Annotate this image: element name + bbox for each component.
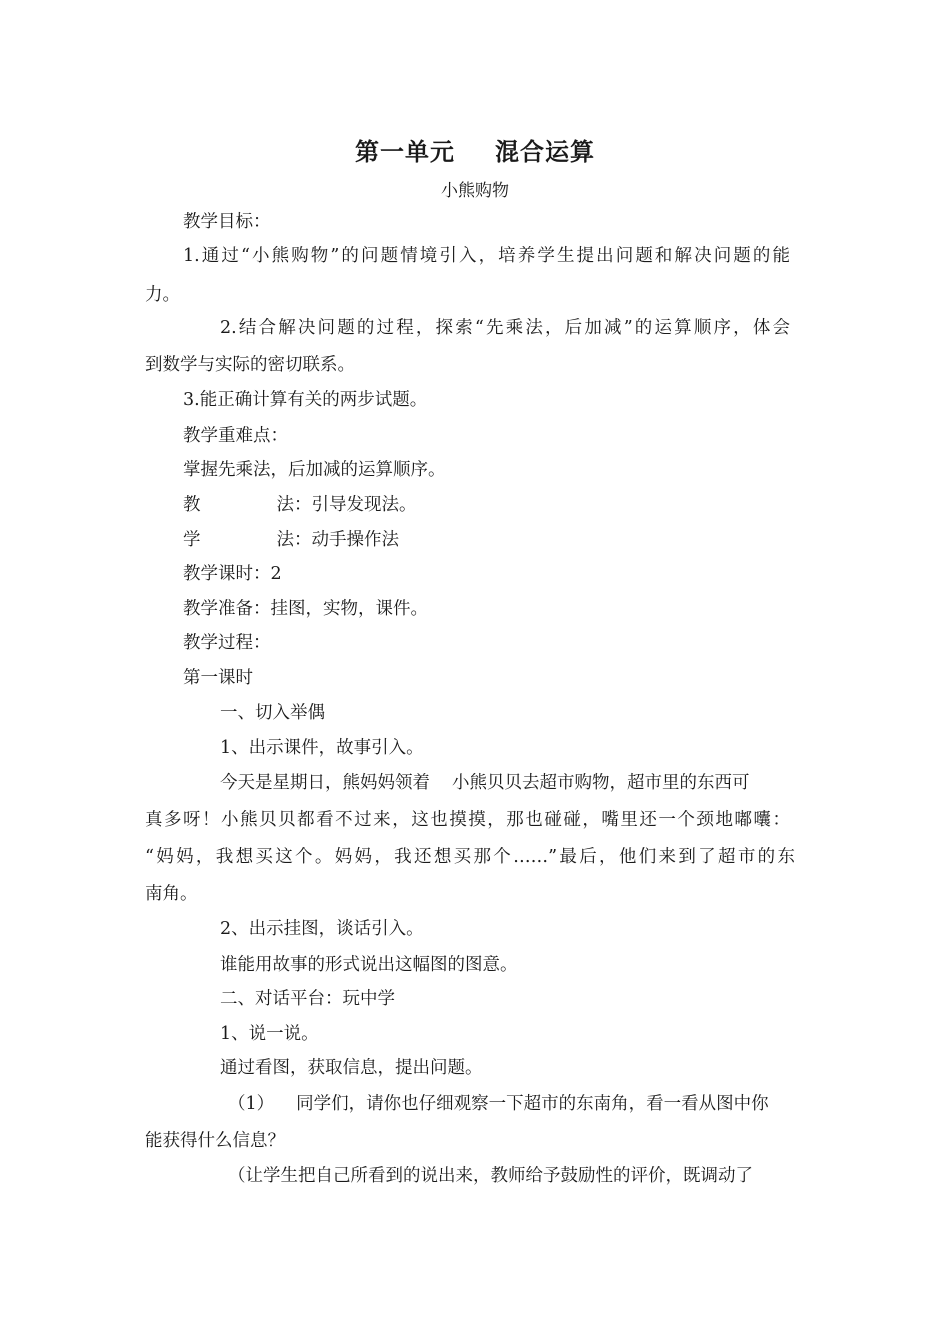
- teaching-method-label: 教: [183, 495, 201, 515]
- step-say-text: 通过看图，获取信息，提出问题。: [220, 1058, 483, 1078]
- story-line-1a: 今天是星期日，熊妈妈领着: [220, 773, 430, 793]
- class-hours: 教学课时：2: [183, 564, 282, 584]
- objective-2-line-1: 2.结合解决问题的过程，探索“先乘法，后加减”的运算顺序，体会: [220, 318, 790, 338]
- question-1-number: （1）: [228, 1094, 275, 1114]
- learning-method-label: 学: [183, 530, 201, 550]
- key-points-heading: 教学重难点：: [183, 426, 288, 446]
- question-1-line-2: 能获得什么信息？: [145, 1131, 285, 1151]
- objective-1-line-2: 力。: [145, 285, 180, 305]
- unit-title: [0, 132, 950, 167]
- teaching-method-value: 法：引导发现法。: [276, 495, 417, 515]
- story-line-4: 南角。: [145, 884, 198, 904]
- unit-number: 第一单元: [355, 137, 455, 166]
- section-1-heading: 一、切入举偶: [220, 703, 325, 723]
- question-1-text: 同学们，请你也仔细观察一下超市的东南角，看一看从图中你: [296, 1094, 769, 1114]
- story-line-1b: 小熊贝贝去超市购物，超市里的东西可: [452, 773, 750, 793]
- objectives-heading: 教学目标：: [183, 212, 271, 232]
- process-heading: 教学过程：: [183, 633, 271, 653]
- story-line-2: 真多呀！小熊贝贝都看不过来，这也摸摸，那也碰碰，嘴里还一个颈地嘟囔：: [145, 810, 790, 830]
- story-line-1: [220, 771, 790, 795]
- learning-method-value: 法：动手操作法: [276, 530, 399, 550]
- teaching-prep: 教学准备：挂图，实物，课件。: [183, 599, 428, 619]
- note-line: （让学生把自己所看到的说出来，教师给予鼓励性的评价，既调动了: [228, 1166, 753, 1186]
- step-2: 2、出示挂图，谈话引入。: [220, 919, 424, 939]
- first-period: 第一课时: [183, 668, 253, 688]
- objective-2-line-2: 到数学与实际的密切联系。: [145, 355, 355, 375]
- objective-1-line-1: 1.通过“小熊购物”的问题情境引入，培养学生提出问题和解决问题的能: [183, 246, 790, 266]
- unit-topic: 混合运算: [495, 137, 595, 166]
- objective-3: 3.能正确计算有关的两步试题。: [183, 390, 428, 410]
- question-1-line-1: [228, 1092, 769, 1116]
- step-2-text: 谁能用故事的形式说出这幅图的图意。: [220, 955, 518, 975]
- step-say: 1、说一说。: [220, 1024, 319, 1044]
- learning-method: [183, 528, 399, 552]
- step-1: 1、出示课件，故事引入。: [220, 738, 424, 758]
- teaching-method: [183, 493, 417, 517]
- section-2-heading: 二、对话平台：玩中学: [220, 989, 395, 1009]
- key-points-text: 掌握先乘法，后加减的运算顺序。: [183, 460, 446, 480]
- story-line-3: “妈妈，我想买这个。妈妈，我还想买那个……”最后，他们来到了超市的东: [145, 847, 795, 867]
- lesson-title: 小熊购物: [441, 181, 509, 201]
